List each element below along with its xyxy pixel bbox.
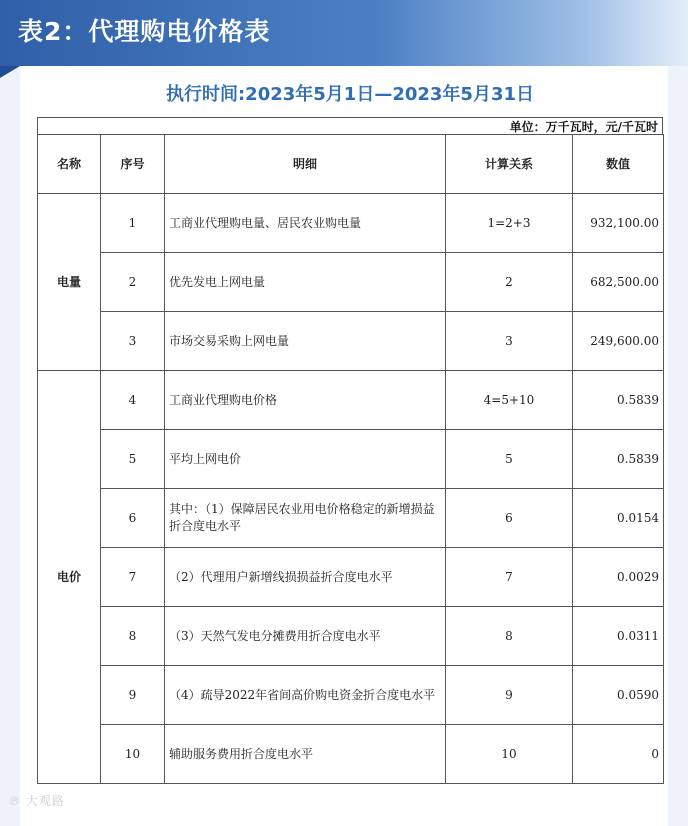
row-value: 0.0311 bbox=[573, 607, 664, 666]
row-seq: 8 bbox=[101, 607, 165, 666]
row-formula: 5 bbox=[446, 430, 573, 489]
page-title: 表2：代理购电价格表 bbox=[18, 17, 271, 46]
effective-period: 执行时间:2023年5月1日—2023年5月31日 bbox=[165, 84, 534, 105]
column-header-detail: 明细 bbox=[165, 135, 446, 194]
row-seq: 2 bbox=[101, 253, 165, 312]
watermark bbox=[8, 792, 65, 809]
row-seq: 1 bbox=[101, 194, 165, 253]
row-seq: 5 bbox=[101, 430, 165, 489]
table-row bbox=[38, 194, 664, 253]
table-row bbox=[38, 489, 664, 548]
row-value: 0 bbox=[573, 725, 664, 784]
group-label-volume: 电量 bbox=[38, 194, 101, 371]
table-row bbox=[38, 548, 664, 607]
row-formula: 6 bbox=[446, 489, 573, 548]
table-header-row bbox=[38, 135, 664, 194]
row-detail: （3）天然气发电分摊费用折合度电水平 bbox=[165, 607, 446, 666]
row-seq: 9 bbox=[101, 666, 165, 725]
column-header-name: 名称 bbox=[38, 135, 101, 194]
row-seq: 7 bbox=[101, 548, 165, 607]
row-formula: 9 bbox=[446, 666, 573, 725]
column-header-formula: 计算关系 bbox=[446, 135, 573, 194]
row-detail: （2）代理用户新增线损损益折合度电水平 bbox=[165, 548, 446, 607]
column-header-seq: 序号 bbox=[101, 135, 165, 194]
row-value: 932,100.00 bbox=[573, 194, 664, 253]
row-detail: 平均上网电价 bbox=[165, 430, 446, 489]
column-header-value: 数值 bbox=[573, 135, 664, 194]
row-value: 0.0029 bbox=[573, 548, 664, 607]
row-seq: 10 bbox=[101, 725, 165, 784]
row-detail: （4）疏导2022年省间高价购电资金折合度电水平 bbox=[165, 666, 446, 725]
row-formula: 4=5+10 bbox=[446, 371, 573, 430]
group-label-price: 电价 bbox=[38, 371, 101, 784]
price-table bbox=[37, 134, 664, 784]
header-banner bbox=[0, 0, 688, 66]
row-detail: 工商业代理购电价格 bbox=[165, 371, 446, 430]
row-seq: 6 bbox=[101, 489, 165, 548]
row-seq: 4 bbox=[101, 371, 165, 430]
row-formula: 2 bbox=[446, 253, 573, 312]
row-value: 0.0154 bbox=[573, 489, 664, 548]
watermark-logo-icon: ℗ bbox=[8, 794, 21, 808]
banner-corner-tab bbox=[0, 66, 20, 78]
watermark-text: 大观路 bbox=[25, 794, 65, 808]
row-formula: 8 bbox=[446, 607, 573, 666]
table-row bbox=[38, 607, 664, 666]
table-row bbox=[38, 725, 664, 784]
row-formula: 10 bbox=[446, 725, 573, 784]
unit-row bbox=[37, 117, 663, 134]
row-seq: 3 bbox=[101, 312, 165, 371]
unit-label: 单位：万千瓦时，元/千瓦时 bbox=[509, 120, 658, 134]
row-value: 0.5839 bbox=[573, 430, 664, 489]
row-value: 0.5839 bbox=[573, 371, 664, 430]
row-value: 249,600.00 bbox=[573, 312, 664, 371]
table-row bbox=[38, 312, 664, 371]
table-row bbox=[38, 371, 664, 430]
row-value: 0.0590 bbox=[573, 666, 664, 725]
row-detail: 辅助服务费用折合度电水平 bbox=[165, 725, 446, 784]
row-detail: 工商业代理购电量、居民农业购电量 bbox=[165, 194, 446, 253]
table-row bbox=[38, 430, 664, 489]
table-row bbox=[38, 666, 664, 725]
row-detail: 优先发电上网电量 bbox=[165, 253, 446, 312]
row-formula: 1=2+3 bbox=[446, 194, 573, 253]
row-value: 682,500.00 bbox=[573, 253, 664, 312]
row-detail: 其中：（1）保障居民农业用电价格稳定的新增损益折合度电水平 bbox=[165, 489, 446, 548]
row-formula: 3 bbox=[446, 312, 573, 371]
table-row bbox=[38, 253, 664, 312]
row-detail: 市场交易采购上网电量 bbox=[165, 312, 446, 371]
row-formula: 7 bbox=[446, 548, 573, 607]
